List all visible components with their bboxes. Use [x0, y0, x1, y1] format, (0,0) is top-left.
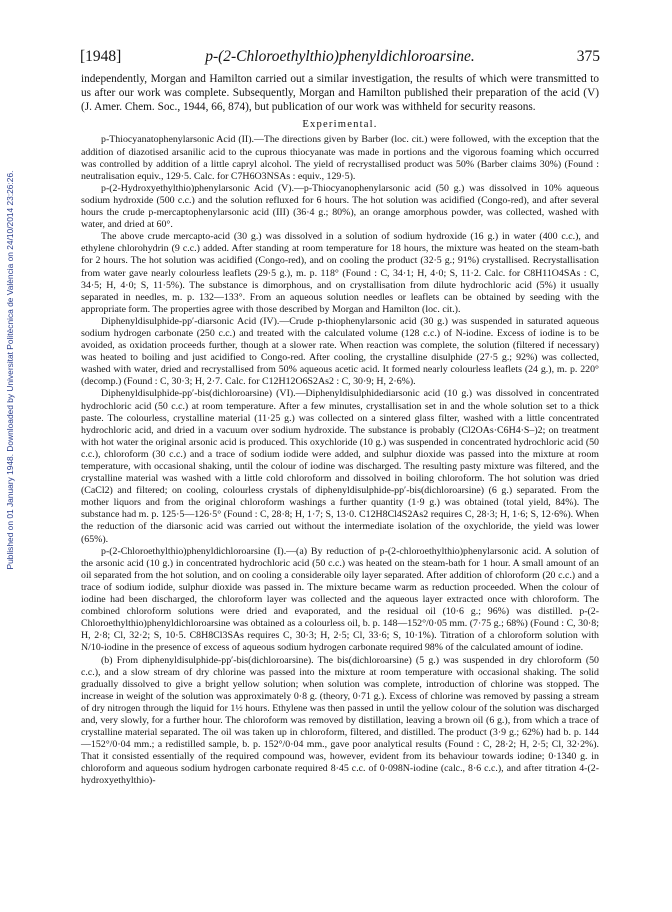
header-year: [1948] — [80, 48, 122, 65]
running-header — [80, 45, 600, 69]
paragraph-disulphide-diarsonic-acid: Diphenyldisulphide-pp′-diarsonic Acid (IV).—Crude p-thiophenylarsonic acid (30 g.) was suspended in saturated aqueous sodium hydrogen carbonate (250 c.c.) and treated with the calculated volume (128 c.c.) of N-iodine. Excess of iodine is to be avoided, as oxidation proceeds further, though at a slower rate. When reaction was complete, the solution (filtered if necessary) was heated to boiling and just acidified to Congo-red. After cooling, the crystalline disulphide (27·5 g.; 92%) was collected, washed with water, dried and recrystallised from 50% aqueous acetic acid. It formed nearly colourless leaflets (24 g.), m. p. 220° (decomp.) (Found : C, 30·3; H, 2·7. Calc. for C12H12O6S2As2 : C, 30·9; H, 2·6%). — [81, 315, 599, 388]
paragraph-method-b: (b) From diphenyldisulphide-pp′-bis(dichloroarsine). The bis(dichloroarsine) (5 g.) was suspended in dry chloroform (50 c.c.), and a slow stream of dry chlorine was passed into the mixture at room temperature with occasional shaking. The solid gradually dissolved to give a bright yellow solution; when solution was complete, introduction of chlorine was stopped. The increase in weight of the solution was approximately 0·8 g. (theory, 0·71 g.). Excess of chlorine was removed by passing a stream of dry nitrogen through the liquid for 1½ hours. Ethylene was then passed in until the yellow colour of the solution was discharged and, very slowly, for a further hour. The chloroform was removed by distillation, leaving a brown oil (6 g.), from which a trace of crystalline material separated. The oil was taken up in chloroform, filtered, and distilled. The product (3·9 g.; 62%) had b. p. 144—152°/0·04 mm.; a redistilled sample, b. p. 152°/0·04 mm., gave poor analytical results (Found : C, 28·2; H, 2·5; Cl, 32·2%). That it consisted essentially of the required compound was, however, evident from its behaviour towards iodine; 0·1340 g. in chloroform and aqueous sodium hydrogen carbonate required 8·45 c.c. of 0·098N-iodine (calc., 8·6 c.c.), and after titration 4-(2-hydroxyethylthio)- — [81, 654, 599, 787]
paragraph-disulphide-bis-dichloroarsine: Diphenyldisulphide-pp′-bis(dichloroarsine) (VI).—Diphenyldisulphidediarsonic acid (10 g.) was dissolved in concentrated hydrochloric acid (50 c.c.) at room temperature. After a few minutes, crystallisation set in and the whole solution set to a thick paste. The colourless, crystalline material (11·25 g.) was collected on a sintered glass filter, washed with a little concentrated hydrochloric acid, and dried in a vacuum over sodium hydroxide. The substance is probably (Cl2OAs·C6H4·S–)2; on treatment with hot water the original arsonic acid is produced. This oxychloride (10 g.) was suspended in concentrated hydrochloric acid (50 c.c.), chloroform (30 c.c.) and a trace of sodium iodide were added, and sulphur dioxide was passed into the mixture at room temperature, with occasional shaking, until the colour of iodine was discharged. The resulting pasty mixture was filtered, and the crystalline material was washed with a little cold chloroform and dissolved in boiling chloroform. The hot solution was dried (CaCl2) and filtered; on cooling, colourless crystals of diphenyldisulphide-pp′-bis(dichloroarsine) (6 g.) separated. From the mother liquors and from the original chloroform washings a further quantity (1·9 g.) was obtained (total yield, 84%). The substance had m. p. 125·5—126·5° (Found : C, 28·8; H, 1·7; S, 13·0. C12H8Cl4S2As2 requires C, 28·3; H, 1·6; S, 12·6%). When the reduction of the diarsonic acid was carried out without the intermediate isolation of the oxychloride, the yield was lower (65%). — [81, 388, 599, 545]
download-watermark — [2, 100, 18, 640]
paragraph-method-a: p-(2-Chloroethylthio)phenyldichloroarsine (I).—(a) By reduction of p-(2-chloroethylthio)phenylarsonic acid. A solution of the arsonic acid (10 g.) in concentrated hydrochloric acid (50 c.c.) was heated on the steam-bath for 1 hour. A small amount of an oil separated from the hot solution, and on cooling a considerable oily layer separated. After addition of chloroform (20 c.c.) and a trace of sodium iodide, sulphur dioxide was passed in. The mixture became warm as reduction proceeded. When the colour of iodine had been discharged, the chloroform layer was collected and the aqueous layer extracted once with chloroform. The combined chloroform solutions were dried and evaporated, and the residual oil (10·6 g.; 96%) was distilled. p-(2-Chloroethylthio)phenyldichloroarsine was obtained as a colourless oil, b. p. 148—152°/0·05 mm. (7·75 g.; 68%) (Found : C, 30·8; H, 2·8; Cl, 32·2; S, 10·5. C8H8Cl3SAs requires C, 30·3; H, 2·5; Cl, 33·6; S, 10·1%). Titration of a chloroform solution with N/10-iodine in the presence of excess of aqueous sodium hydrogen carbonate required 98% of the calculated amount of iodine. — [81, 545, 599, 654]
download-notice: Published on 01 January 1948. Downloaded by Universitat Politècnica de València on 24/10/2014 23:26:26. — [5, 170, 15, 570]
section-heading: Experimental. — [302, 119, 378, 131]
paragraph-hydroxyethylthio-acid: p-(2-Hydroxyethylthio)phenylarsonic Acid (V).—p-Thiocyanophenylarsonic acid (50 g.) was dissolved in 10% aqueous sodium hydroxide (500 c.c.) and the solution refluxed for 6 hours. The hot solution was acidified (Congo-red), and after several hours the crude p-mercaptophenylarsonic acid (III) (36·4 g.; 80%), an orange amorphous powder, was collected, washed with water, and dried at 60°. — [81, 182, 599, 231]
paragraph-thiocyanato-acid: p-Thiocyanatophenylarsonic Acid (II).—The directions given by Barber (loc. cit.) were followed, with the exception that the addition of diazotised arsanilic acid to the cuprous thiocyanate was made in portions and the vigorous foaming which occurred was controlled by addition of a little capryl alcohol. The yield of recrystallised product was 50% (Barber claims 30%) (Found : neutralisation equiv., 129·5. Calc. for C7H6O3NSAs : equiv., 129·5). — [81, 134, 599, 182]
page-number: 375 — [576, 48, 600, 65]
intro-paragraph: independently, Morgan and Hamilton carried out a similar investigation, the results of which were transmitted to us after our work was complete. Subsequently, Morgan and Hamilton published their preparation of the acid (V) (J. Amer. Chem. Soc., 1944, 66, 874), but publication of our work was withheld for security reasons. — [81, 73, 599, 113]
article-body — [81, 73, 599, 788]
paragraph-mercapto-acid: The above crude mercapto-acid (30 g.) was dissolved in a solution of sodium hydroxide (16 g.) in water (400 c.c.), and ethylene chlorohydrin (9 c.c.) added. After standing at room temperature for 18 hours, the mixture was heated on the steam-bath for 2 hours. The hot solution was acidified (Congo-red), and on cooling the product (32·5 g.; 91%) crystallised. Recrystallisation from water gave nearly colourless leaflets (29·5 g.), m. p. 118° (Found : C, 34·1; H, 4·0; S, 11·2. Calc. for C8H11O4SAs : C, 34·5; H, 4·0; S, 11·5%). The substance is dimorphous, and on crystallisation from dilute hydrochloric acid (5%) it usually separated in needles, m. p. 132—133°. From an aqueous solution needles or leaflets can be obtained by seeding with the appropriate form. The properties agree with those described by Morgan and Hamilton (loc. cit.). — [81, 231, 599, 315]
header-title: p-(2-Chloroethylthio)phenyldichloroarsine. — [205, 48, 475, 65]
